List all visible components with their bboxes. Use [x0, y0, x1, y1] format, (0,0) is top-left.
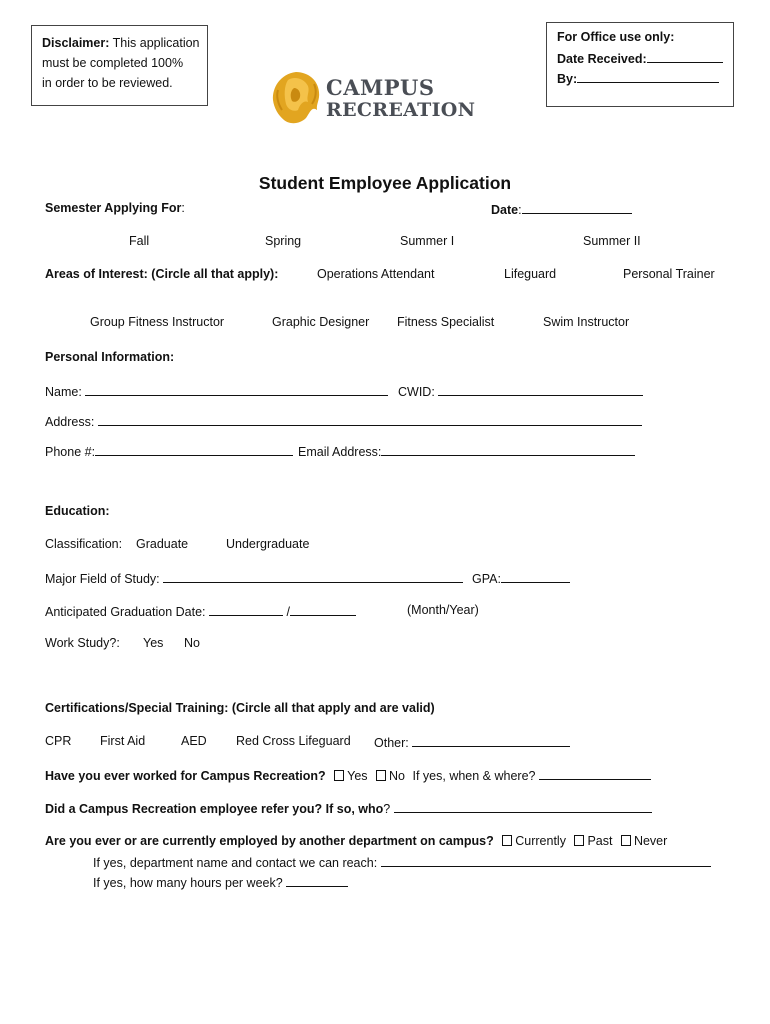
address-row [45, 413, 642, 429]
semester-option-summer-1[interactable]: Summer I [400, 234, 455, 248]
worked-no-checkbox[interactable] [376, 770, 386, 781]
interest-personal-trainer[interactable]: Personal Trainer [623, 267, 715, 281]
education-heading: Education: [45, 504, 110, 518]
work-study-label: Work Study?: [45, 636, 120, 650]
worked-yes-label: Yes [347, 769, 368, 783]
interest-group-fitness-instructor[interactable]: Group Fitness Instructor [90, 315, 225, 329]
name-row [45, 383, 388, 399]
refer-field[interactable] [394, 800, 652, 813]
semester-label-row [45, 201, 185, 215]
cert-other-field[interactable] [412, 734, 570, 747]
semester-option-fall[interactable]: Fall [129, 234, 150, 248]
email-label: Email Address: [298, 445, 382, 459]
phone-label: Phone #: [45, 445, 96, 459]
refer-question-mark: ? [383, 802, 391, 816]
cert-aed[interactable]: AED [181, 734, 207, 748]
semester-option-summer-2[interactable]: Summer II [583, 234, 641, 248]
semester-option-spring[interactable]: Spring [265, 234, 302, 248]
grad-date-row [45, 603, 356, 619]
office-date-received-blank [647, 50, 723, 63]
date-field[interactable] [522, 201, 632, 214]
logo-line-1: CAMPUS [326, 75, 435, 100]
interest-label: Areas of Interest: (Circle all that apply): [45, 267, 279, 281]
gpa-label: GPA: [472, 572, 501, 586]
hours-field[interactable] [286, 874, 348, 887]
phone-row [45, 443, 293, 459]
major-label: Major Field of Study: [45, 572, 160, 586]
cert-first-aid[interactable]: First Aid [100, 734, 146, 748]
cert-other-row [374, 734, 570, 750]
worked-row [45, 767, 651, 783]
certs-heading: Certifications/Special Training: (Circle all that apply and are valid) [45, 701, 435, 715]
employed-currently-label: Currently [515, 834, 566, 848]
cwid-row [398, 383, 643, 399]
disclaimer-text-2: must be completed 100% [42, 56, 184, 70]
employed-past-label: Past [587, 834, 613, 848]
name-field[interactable] [85, 383, 388, 396]
logo-line-2: RECREATION [326, 99, 476, 121]
cert-cpr[interactable]: CPR [45, 734, 72, 748]
month-year-hint: (Month/Year) [407, 603, 479, 617]
disclaimer-text-3: in order to be reviewed. [42, 76, 173, 90]
grad-date-slash: / [286, 605, 290, 619]
worked-when-label: If yes, when & where? [412, 769, 536, 783]
employed-never-label: Never [633, 834, 668, 848]
date-row [491, 201, 632, 217]
office-use-title: For Office use only: [557, 30, 675, 44]
cert-other-label: Other: [374, 736, 409, 750]
grad-month-field[interactable] [209, 603, 283, 616]
office-by [557, 70, 719, 86]
work-study-no[interactable]: No [184, 636, 200, 650]
worked-no-label: No [389, 769, 406, 783]
office-by-label: By: [557, 72, 578, 86]
major-field[interactable] [163, 570, 463, 583]
campus-recreation-logo [270, 70, 476, 129]
date-colon: : [518, 203, 522, 217]
classification-graduate[interactable]: Graduate [136, 537, 189, 551]
interest-graphic-designer[interactable]: Graphic Designer [272, 315, 370, 329]
worked-yes-checkbox[interactable] [334, 770, 344, 781]
work-study-yes[interactable]: Yes [143, 636, 164, 650]
employed-past-checkbox[interactable] [574, 835, 584, 846]
worked-when-field[interactable] [539, 767, 651, 780]
address-field[interactable] [98, 413, 642, 426]
classification-label: Classification: [45, 537, 123, 551]
dept-contact-field[interactable] [381, 854, 711, 867]
hours-row [93, 874, 348, 890]
employed-never-checkbox[interactable] [621, 835, 631, 846]
office-date-received [557, 50, 723, 66]
interest-fitness-specialist[interactable]: Fitness Specialist [397, 315, 495, 329]
classification-undergraduate[interactable]: Undergraduate [226, 537, 310, 551]
name-label: Name: [45, 385, 82, 399]
grad-year-field[interactable] [290, 603, 356, 616]
employed-row [45, 834, 667, 848]
refer-row [45, 800, 652, 816]
interest-operations-attendant[interactable]: Operations Attendant [317, 267, 435, 281]
grad-date-label: Anticipated Graduation Date: [45, 605, 206, 619]
date-label: Date [491, 203, 519, 217]
interest-swim-instructor[interactable]: Swim Instructor [543, 315, 630, 329]
disclaimer-line-1 [42, 36, 200, 50]
logo-text [326, 76, 475, 122]
cwid-label: CWID: [398, 385, 435, 399]
phone-field[interactable] [95, 443, 293, 456]
major-row [45, 570, 463, 586]
cwid-field[interactable] [438, 383, 643, 396]
email-row [298, 443, 635, 459]
cert-red-cross-lifeguard[interactable]: Red Cross Lifeguard [236, 734, 351, 748]
dept-contact-label: If yes, department name and contact we can reach: [93, 856, 378, 870]
semester-colon: : [181, 201, 185, 215]
form-title: Student Employee Application [258, 173, 512, 193]
semester-label: Semester Applying For [45, 201, 182, 215]
disclaimer-label: Disclaimer: [42, 36, 110, 50]
interest-lifeguard[interactable]: Lifeguard [504, 267, 557, 281]
gpa-field[interactable] [501, 570, 570, 583]
lion-icon [270, 70, 322, 126]
dept-contact-row [93, 854, 711, 870]
gpa-row [472, 570, 570, 586]
address-label: Address: [45, 415, 95, 429]
office-by-blank [577, 70, 719, 83]
hours-label: If yes, how many hours per week? [93, 876, 283, 890]
email-field[interactable] [381, 443, 635, 456]
personal-heading: Personal Information: [45, 350, 175, 364]
disclaimer-text-1: This application [112, 36, 200, 50]
refer-question: Did a Campus Recreation employee refer you? If so, who [45, 802, 384, 816]
office-date-received-label: Date Received: [557, 52, 647, 66]
employed-question: Are you ever or are currently employed by another department on campus? [45, 834, 494, 848]
employed-currently-checkbox[interactable] [502, 835, 512, 846]
worked-question: Have you ever worked for Campus Recreation? [45, 769, 326, 783]
